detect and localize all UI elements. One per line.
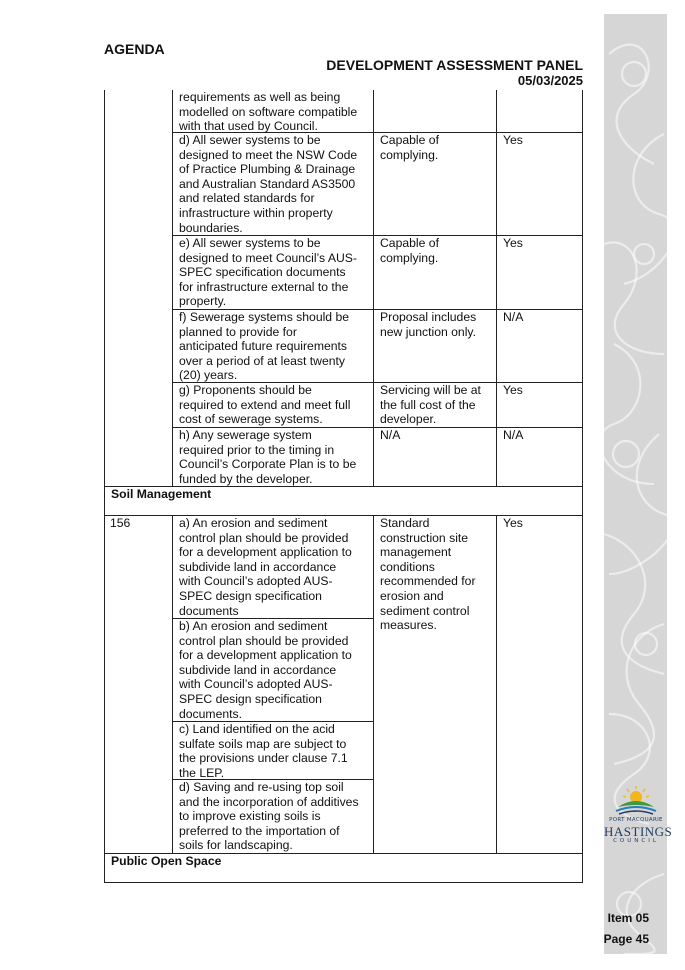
logo-text-council: COUNCIL [613, 838, 659, 844]
response-text: Capable of complying. [380, 133, 439, 162]
item-number: 156 [110, 516, 131, 530]
logo-text-hastings: HASTINGS [604, 824, 673, 839]
complies-value: Yes [503, 236, 523, 250]
section-heading-public-open-space: Public Open Space [111, 854, 222, 868]
requirement-text: g) Proponents should be required to extend and meet full cost of sewerage systems. [179, 383, 351, 427]
item-number-footer: Item 05 [607, 911, 649, 925]
response-text: Capable of complying. [380, 236, 439, 265]
page-number-footer: Page 45 [603, 932, 649, 946]
complies-value: Yes [503, 383, 523, 397]
complies-value: Yes [503, 133, 523, 147]
section-heading-soil-management: Soil Management [111, 487, 212, 501]
requirement-text: h) Any sewerage system required prior to the timing in Council’s Corporate Plan is to be funded by the developer. [179, 428, 357, 486]
complies-value: N/A [503, 310, 524, 324]
panel-heading: DEVELOPMENT ASSESSMENT PANEL [326, 57, 583, 73]
requirement-text: c) Land identified on the acid sulfate soils map are subject to the provisions under clause 7.1 the LEP. [179, 722, 348, 780]
response-text: Proposal includes new junction only. [380, 310, 477, 339]
response-text: N/A [380, 428, 401, 442]
complies-value: N/A [503, 428, 524, 442]
logo-text-port-macquarie: PORT MACQUARIE [609, 817, 663, 823]
response-text: Standard construction site management conditions recommended for erosion and sediment control measures. [380, 516, 476, 633]
meeting-date: 05/03/2025 [517, 73, 583, 88]
requirement-text: f) Sewerage systems should be planned to provide for anticipated future requirements over a period of at least twenty (20) years. [179, 310, 350, 383]
requirement-text: b) An erosion and sediment control plan should be provided for a development application to subdivide land in accordance with Council’s adopted AUS- SPEC design specification documents. [179, 619, 352, 721]
response-text: Servicing will be at the full cost of the developer. [380, 383, 481, 427]
requirement-text: e) All sewer systems to be designed to meet Council’s AUS- SPEC specification documents for infrastructure external to the property. [179, 236, 357, 309]
requirement-text: d) Saving and re-using top soil and the incorporation of additives to improve existing soils is preferred to the importation of soils for landscaping. [179, 780, 359, 853]
assessment-table [104, 90, 583, 883]
requirement-text: requirements as well as being modelled on software compatible with that used by Council. [179, 90, 358, 134]
complies-value: Yes [503, 516, 523, 530]
agenda-heading: AGENDA [104, 41, 165, 57]
requirement-text: a) An erosion and sediment control plan should be provided for a development application to subdivide land in accordance with Council’s adopted AUS- SPEC design specification documents [179, 516, 352, 618]
requirement-text: d) All sewer systems to be designed to meet the NSW Code of Practice Plumbing & Drainage and Australian Standard AS3500 and related standards for infrastructure within property boundaries. [179, 133, 358, 235]
